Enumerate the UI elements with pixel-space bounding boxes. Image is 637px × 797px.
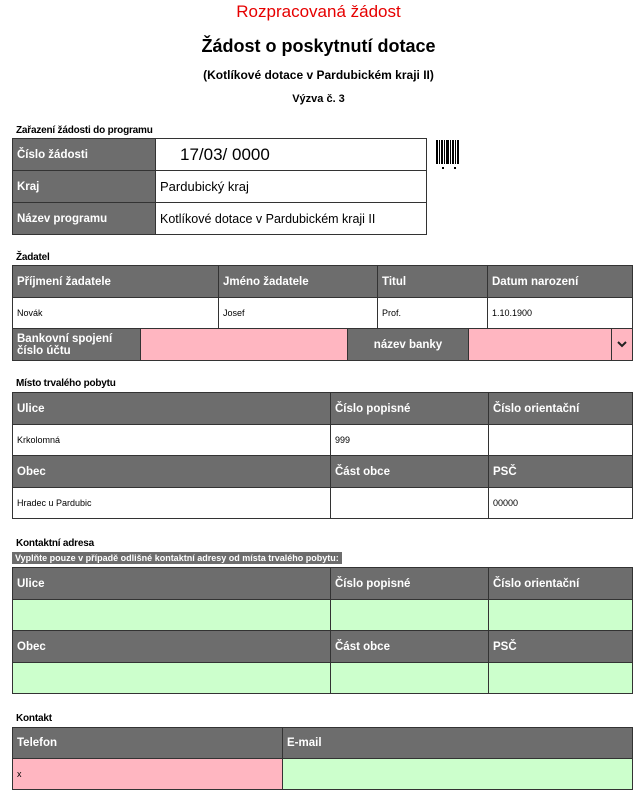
first-name-header: Jméno žadatele [219, 266, 378, 298]
email-header: E-mail [283, 728, 633, 759]
contact-municipality-field[interactable] [13, 663, 331, 694]
residence-house-number-header: Číslo popisné [331, 393, 489, 425]
bank-label-line1: Bankovní spojení [17, 332, 113, 345]
residence-postcode-field[interactable]: 00000 [489, 488, 633, 519]
applicant-table [12, 265, 633, 329]
residence-municipality-field[interactable]: Hradec u Pardubic [13, 488, 331, 519]
bank-name-select[interactable] [469, 329, 633, 361]
phone-field[interactable]: x [13, 759, 283, 790]
residence-house-number-field[interactable]: 999 [331, 425, 489, 456]
contact-municipality-header: Obec [13, 631, 331, 663]
applicant-section-heading: Žadatel [16, 252, 50, 263]
residence-street-header: Ulice [13, 393, 331, 425]
bank-account-label [13, 329, 141, 361]
contact-postcode-header: PSČ [489, 631, 633, 663]
residence-table [12, 392, 633, 519]
application-number-value: 17/03/ 0000 [156, 139, 427, 171]
contact-postcode-field[interactable] [489, 663, 633, 694]
contact-street-header: Ulice [13, 568, 331, 600]
residence-municipality-header: Obec [13, 456, 331, 488]
region-label: Kraj [13, 171, 156, 203]
residence-orientation-number-header: Číslo orientační [489, 393, 633, 425]
bank-table [12, 328, 633, 361]
residence-postcode-header: PSČ [489, 456, 633, 488]
page-title: Žádost o poskytnutí dotace [201, 36, 436, 56]
title-header: Titul [378, 266, 488, 298]
page-subtitle: (Kotlíkové dotace v Pardubickém kraji II) [203, 68, 434, 82]
program-name-label: Název programu [13, 203, 156, 235]
program-section-heading: Zařazení žádosti do programu [16, 125, 153, 136]
contact-street-field[interactable] [13, 600, 331, 631]
birth-date-header: Datum narození [488, 266, 633, 298]
contact-house-number-header: Číslo popisné [331, 568, 489, 600]
residence-district-header: Část obce [331, 456, 489, 488]
program-table [12, 138, 427, 235]
application-number-label: Číslo žádosti [13, 139, 156, 171]
contact-district-field[interactable] [331, 663, 489, 694]
program-name-value: Kotlíkové dotace v Pardubickém kraji II [156, 203, 427, 235]
contact-house-number-field[interactable] [331, 600, 489, 631]
surname-field[interactable]: Novák [13, 298, 219, 329]
region-value: Pardubický kraj [156, 171, 427, 203]
contact-table [12, 727, 633, 790]
application-status: Rozpracovaná žádost [236, 2, 401, 21]
title-field[interactable]: Prof. [378, 298, 488, 329]
barcode-icon [436, 140, 462, 172]
contact-address-section-heading: Kontaktní adresa [16, 538, 94, 549]
bank-label-line2: číslo účtu [17, 344, 71, 357]
surname-header: Příjmení žadatele [13, 266, 219, 298]
residence-street-field[interactable]: Krkolomná [13, 425, 331, 456]
residence-orientation-number-field[interactable] [489, 425, 633, 456]
email-field[interactable] [283, 759, 633, 790]
residence-section-heading: Místo trvalého pobytu [16, 378, 116, 389]
phone-header: Telefon [13, 728, 283, 759]
contact-address-table [12, 567, 633, 694]
contact-address-note: Vyplňte pouze v případě odlišné kontaktní adresy od místa trvalého pobytu: [12, 552, 342, 564]
birth-date-field[interactable]: 1.10.1900 [488, 298, 633, 329]
bank-name-label: název banky [348, 329, 469, 361]
residence-district-field[interactable] [331, 488, 489, 519]
first-name-field[interactable]: Josef [219, 298, 378, 329]
contact-orientation-number-field[interactable] [489, 600, 633, 631]
call-number: Výzva č. 3 [292, 93, 345, 105]
account-number-field[interactable] [141, 329, 348, 361]
chevron-down-icon[interactable] [611, 329, 632, 360]
contact-section-heading: Kontakt [16, 713, 52, 724]
contact-district-header: Část obce [331, 631, 489, 663]
contact-orientation-number-header: Číslo orientační [489, 568, 633, 600]
